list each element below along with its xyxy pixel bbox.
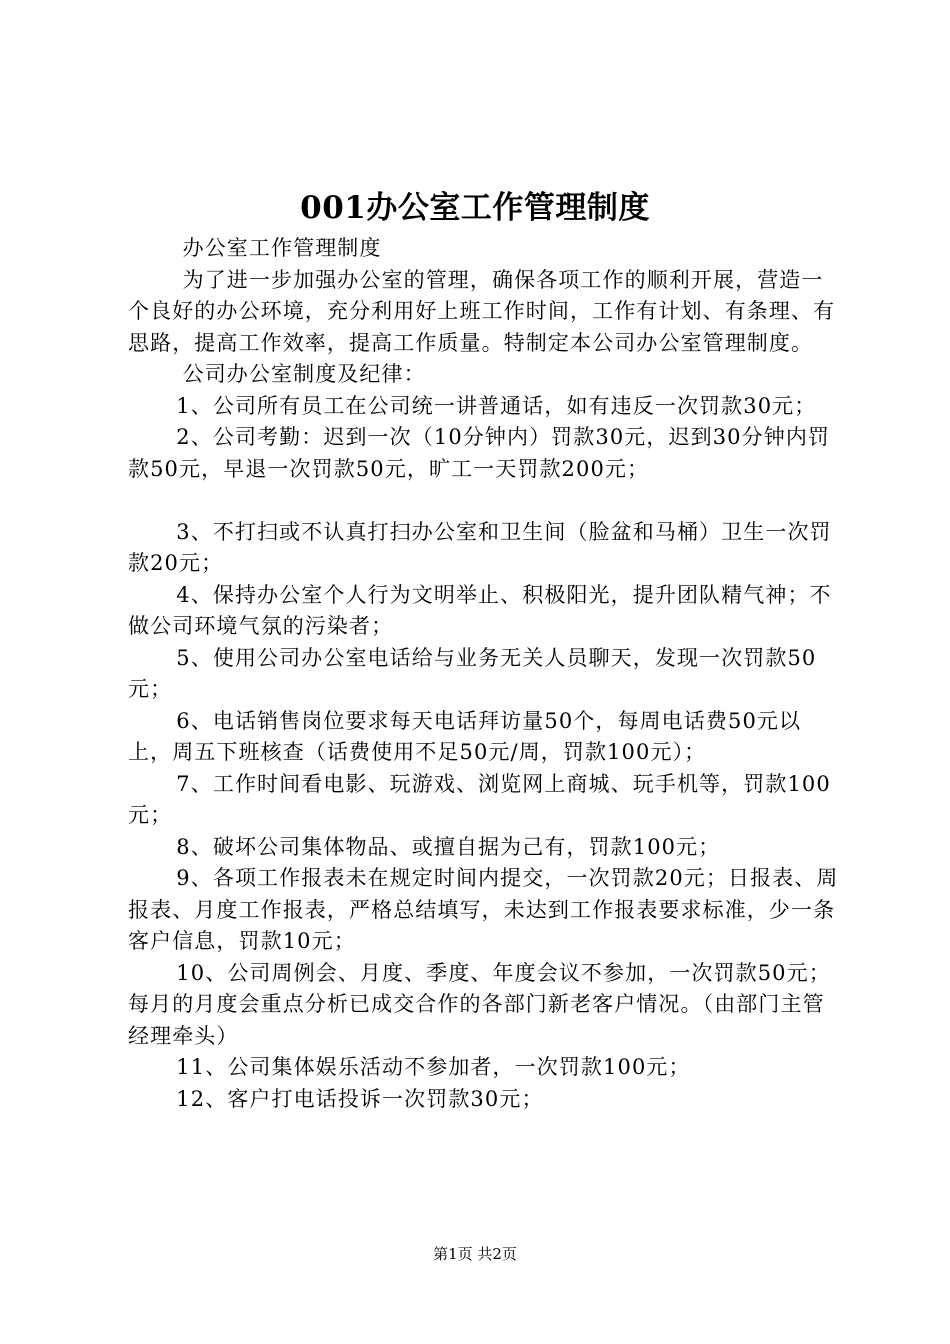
rule-item-4: 4、保持办公室个人行为文明举止、积极阳光，提升团队精气神；不做公司环境气氛的污染者； xyxy=(128,582,832,638)
rule-item-6: 6、电话销售岗位要求每天电话拜访量50个，每周电话费50元以上，周五下班核查（话费使用不足50元/周，罚款100元）； xyxy=(128,708,802,764)
document-body xyxy=(128,233,840,1115)
intro-paragraph: 为了进一步加强办公室的管理，确保各项工作的顺利开展，营造一个良好的办公环境，充分利用好上班工作时间，工作有计划、有条理、有思路，提高工作效率，提高工作质量。特制定本公司办公室管理制度。 xyxy=(128,267,836,355)
document-subtitle: 办公室工作管理制度 xyxy=(182,236,382,260)
section-heading: 公司办公室制度及纪律： xyxy=(182,362,426,386)
rule-item-1: 1、公司所有员工在公司统一讲普通话，如有违反一次罚款30元； xyxy=(176,393,817,418)
rule-item-2: 2、公司考勤：迟到一次（10分钟内）罚款30元，迟到30分钟内罚款50元，早退一次罚款50元，旷工一天罚款200元； xyxy=(128,425,831,481)
rule-item-5: 5、使用公司办公室电话给与业务无关人员聊天，发现一次罚款50元； xyxy=(128,645,817,701)
page-footer: 第1页 共2页 xyxy=(433,1245,517,1263)
rule-item-11: 11、公司集体娱乐活动不参加者，一次罚款100元； xyxy=(176,1055,691,1079)
rule-item-12: 12、客户打电话投诉一次罚款30元； xyxy=(176,1086,544,1111)
rule-item-10: 10、公司周例会、月度、季度、年度会议不参加，一次罚款50元；每月的月度会重点分析已成交合作的各部门新老客户情况。（由部门主管经理牵头） xyxy=(128,960,831,1048)
rule-item-8: 8、破坏公司集体物品、或擅自据为己有，罚款100元； xyxy=(176,834,721,859)
rule-item-3: 3、不打扫或不认真打扫办公室和卫生间（脸盆和马桶）卫生一次罚款20元； xyxy=(128,519,832,575)
rule-item-9: 9、各项工作报表未在规定时间内提交，一次罚款20元；日报表、周报表、月度工作报表，严格总结填写，未达到工作报表要求标准，少一条客户信息，罚款10元； xyxy=(128,866,839,953)
rule-item-7: 7、工作时间看电影、玩游戏、浏览网上商城、玩手机等，罚款100元； xyxy=(128,771,831,827)
blank-line xyxy=(128,485,840,517)
document-title: 001办公室工作管理制度 xyxy=(300,190,650,226)
